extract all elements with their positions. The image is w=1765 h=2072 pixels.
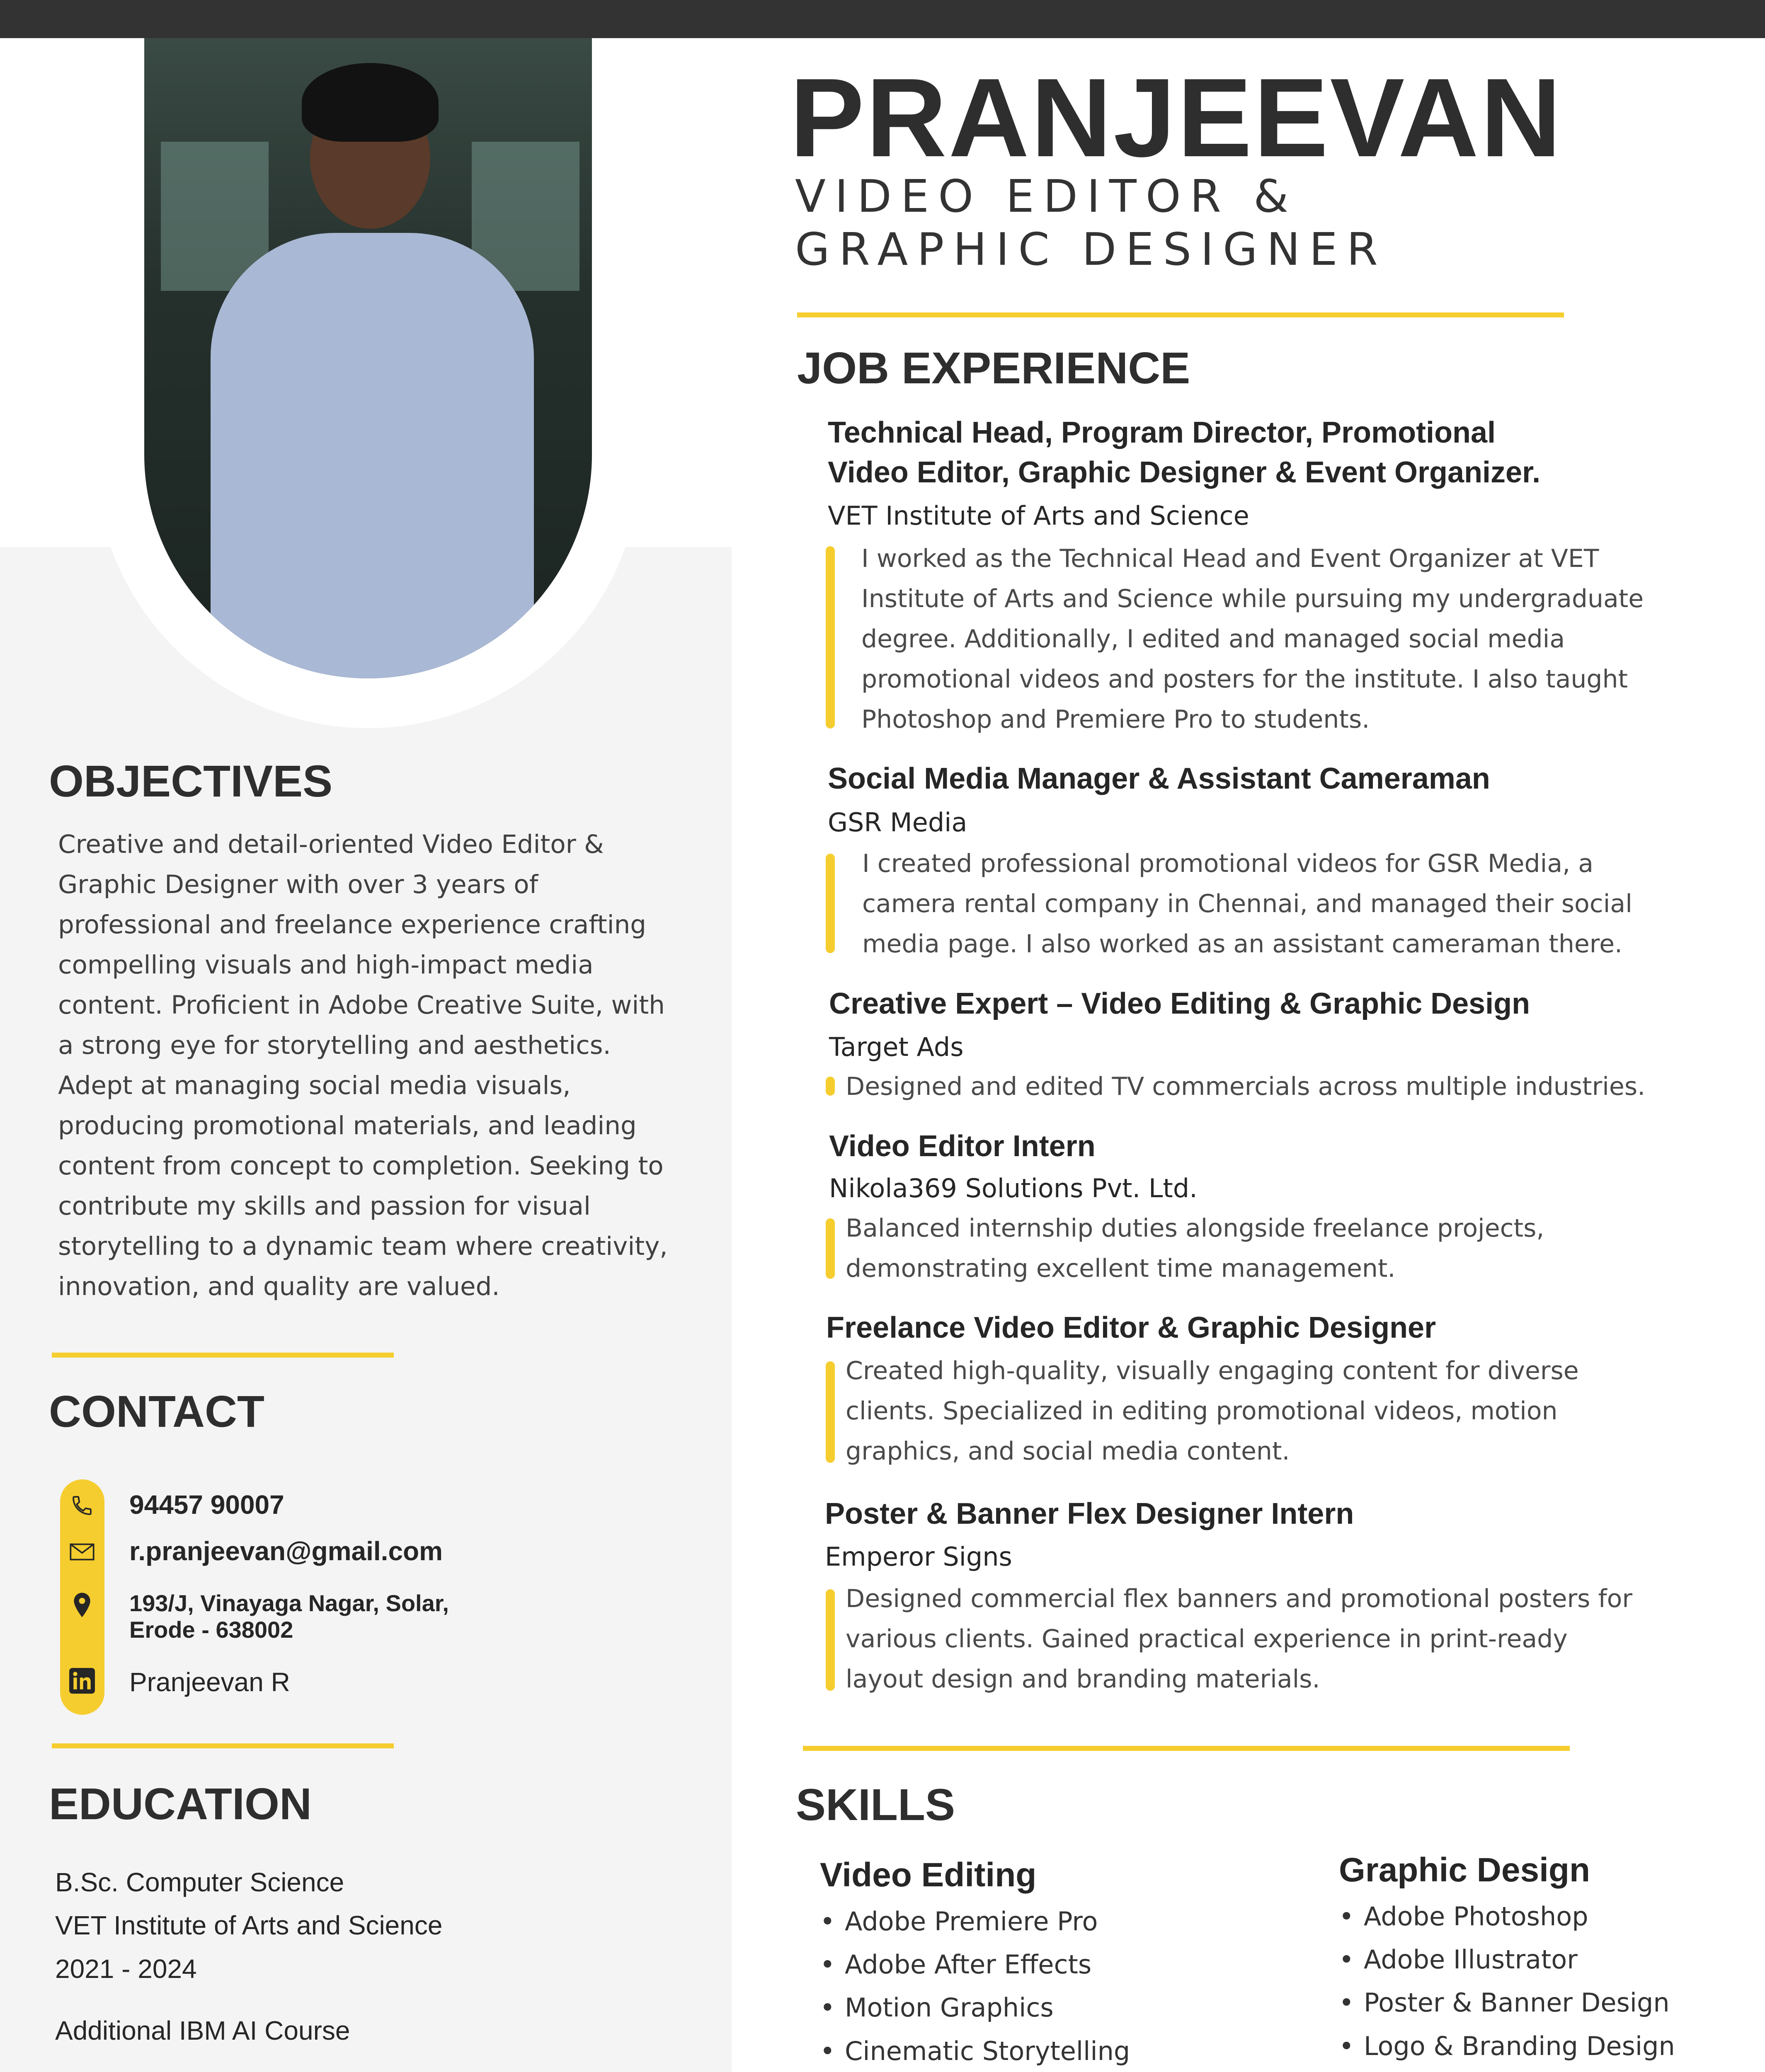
- text-line: layout design and branding materials.: [846, 1665, 1320, 1694]
- skill-item: [1339, 1987, 1670, 2018]
- skill-label: Adobe Illustrator: [1364, 1944, 1578, 1975]
- skill-item: [1339, 1901, 1588, 1932]
- skill-item: [1339, 1944, 1578, 1975]
- skill-item: [1339, 2031, 1675, 2061]
- profile-photo-frame: [95, 38, 642, 728]
- envelope-icon: [68, 1537, 97, 1566]
- contact-linkedin[interactable]: Pranjeevan R: [129, 1667, 290, 1697]
- text-line: various clients. Gained practical experience in print-ready: [846, 1624, 1568, 1653]
- text-line: clients. Specialized in editing promotional videos, motion: [846, 1397, 1558, 1426]
- skill-label: Adobe Premiere Pro: [845, 1906, 1098, 1936]
- text-line: degree. Additionally, I edited and managed social media: [861, 625, 1565, 654]
- skill-label: Poster & Banner Design: [1364, 1987, 1670, 2018]
- job-organization: Nikola369 Solutions Pvt. Ltd.: [829, 1173, 1198, 1203]
- job-title: Social Media Manager & Assistant Cameraman: [828, 762, 1490, 795]
- job-title: Video Editor, Graphic Designer & Event Organizer.: [828, 456, 1541, 489]
- education-degree: B.Sc. Computer Science: [55, 1867, 344, 1897]
- job-title: Technical Head, Program Director, Promotional: [828, 416, 1496, 449]
- text-line: Adept at managing social media visuals,: [58, 1071, 571, 1100]
- education-additional: Additional IBM AI Course: [55, 2016, 350, 2045]
- bullet: •: [820, 2036, 835, 2066]
- text-line: content from concept to completion. Seeking to: [58, 1151, 664, 1181]
- text-line: graphics, and social media content.: [846, 1437, 1290, 1466]
- linkedin-icon[interactable]: [68, 1666, 97, 1695]
- top-bar: [0, 0, 1765, 38]
- objectives-text: [58, 824, 721, 1307]
- skill-item: [820, 2036, 1130, 2066]
- job-description: [846, 1351, 1753, 1472]
- profile-photo: [144, 38, 592, 678]
- bullet: •: [1339, 1901, 1354, 1932]
- contact-phone[interactable]: 94457 90007: [129, 1490, 284, 1520]
- job-accent-bar: [826, 1218, 835, 1279]
- text-line: camera rental company in Chennai, and managed their social: [862, 889, 1632, 918]
- skill-item: [820, 1949, 1091, 1980]
- text-line: producing promotional materials, and leading: [58, 1111, 637, 1140]
- text-line: Photoshop and Premiere Pro to students.: [861, 705, 1370, 734]
- job-organization: VET Institute of Arts and Science: [828, 501, 1249, 531]
- job-accent-bar: [826, 1077, 835, 1096]
- job-accent-bar: [826, 546, 835, 729]
- contact-divider: [52, 1743, 394, 1748]
- text-line: Designed commercial flex banners and promotional posters for: [846, 1584, 1632, 1613]
- education-title: EDUCATION: [49, 1779, 312, 1829]
- text-line: compelling visuals and high-impact media: [58, 950, 594, 980]
- text-line: content. Proficient in Adobe Creative Suite, with: [58, 990, 665, 1020]
- job-organization: GSR Media: [828, 807, 967, 838]
- education-years: 2021 - 2024: [55, 1954, 197, 1984]
- experience-title: JOB EXPERIENCE: [797, 343, 1190, 393]
- text-line: Designed and edited TV commercials across multiple industries.: [846, 1072, 1646, 1101]
- skill-item: [820, 1906, 1098, 1936]
- text-line: media page. I also worked as an assistant cameraman there.: [862, 929, 1623, 959]
- bullet: •: [1339, 1944, 1354, 1975]
- text-line: storytelling to a dynamic team where creativity,: [58, 1232, 668, 1261]
- bullet: •: [820, 1949, 835, 1980]
- bullet: •: [1339, 2031, 1354, 2061]
- skill-label: Cinematic Storytelling: [845, 2036, 1130, 2066]
- job-description: [846, 1208, 1753, 1289]
- role-line-2: GRAPHIC DESIGNER: [795, 224, 1387, 276]
- location-pin-icon: [68, 1590, 97, 1619]
- objectives-divider: [52, 1353, 394, 1358]
- skills-video-heading: Video Editing: [820, 1856, 1037, 1894]
- text-line: professional and freelance experience crafting: [58, 910, 646, 939]
- skill-label: Motion Graphics: [845, 1992, 1054, 2023]
- objectives-title: OBJECTIVES: [49, 756, 333, 806]
- contact-title: CONTACT: [49, 1386, 264, 1436]
- skill-label: Adobe After Effects: [845, 1949, 1092, 1980]
- education-institute: VET Institute of Arts and Science: [55, 1910, 443, 1940]
- job-accent-bar: [826, 1361, 835, 1463]
- bullet: •: [820, 1992, 835, 2023]
- text-line: Creative and detail-oriented Video Editor &: [58, 830, 604, 859]
- header-divider: [797, 312, 1564, 317]
- job-organization: Target Ads: [829, 1032, 964, 1062]
- text-line: demonstrating excellent time management.: [846, 1254, 1396, 1283]
- contact-address-line-1: 193/J, Vinayaga Nagar, Solar,: [129, 1590, 449, 1616]
- skills-graphic-heading: Graphic Design: [1339, 1851, 1590, 1889]
- role-line-1: VIDEO EDITOR &: [795, 171, 1298, 223]
- text-line: Balanced internship duties alongside freelance projects,: [846, 1214, 1544, 1243]
- job-description: [861, 539, 1753, 740]
- experience-divider: [803, 1746, 1570, 1751]
- text-line: innovation, and quality are valued.: [58, 1272, 500, 1301]
- bullet: •: [820, 1906, 835, 1936]
- job-title: Freelance Video Editor & Graphic Designer: [826, 1311, 1436, 1344]
- text-line: I worked as the Technical Head and Event Organizer at VET: [861, 544, 1599, 573]
- bullet: •: [1339, 1987, 1354, 2018]
- text-line: I created professional promotional videos for GSR Media, a: [862, 849, 1593, 878]
- text-line: Institute of Arts and Science while pursuing my undergraduate: [861, 584, 1644, 613]
- text-line: contribute my skills and passion for visual: [58, 1191, 591, 1221]
- candidate-name: PRANJEEVAN: [790, 56, 1563, 180]
- contact-address-line-2: Erode - 638002: [129, 1617, 293, 1643]
- job-organization: Emperor Signs: [825, 1542, 1012, 1572]
- text-line: a strong eye for storytelling and aesthetics.: [58, 1031, 611, 1060]
- job-accent-bar: [826, 854, 835, 953]
- text-line: promotional videos and posters for the institute. I also taught: [861, 665, 1628, 694]
- phone-icon: [68, 1491, 97, 1520]
- text-line: Created high-quality, visually engaging content for diverse: [846, 1356, 1579, 1385]
- text-line: Graphic Designer with over 3 years of: [58, 870, 538, 899]
- skill-label: Adobe Photoshop: [1364, 1901, 1588, 1932]
- job-description: [846, 1067, 1753, 1107]
- job-title: Poster & Banner Flex Designer Intern: [825, 1497, 1354, 1530]
- job-title: Video Editor Intern: [829, 1130, 1096, 1163]
- job-title: Creative Expert – Video Editing & Graphic Design: [829, 987, 1530, 1020]
- job-description: [846, 1579, 1753, 1699]
- skills-title: SKILLS: [796, 1779, 955, 1830]
- skill-label: Logo & Branding Design: [1364, 2031, 1675, 2061]
- contact-email[interactable]: r.pranjeevan@gmail.com: [129, 1536, 443, 1566]
- job-description: [862, 844, 1753, 964]
- skill-item: [820, 1992, 1054, 2023]
- job-accent-bar: [826, 1589, 835, 1691]
